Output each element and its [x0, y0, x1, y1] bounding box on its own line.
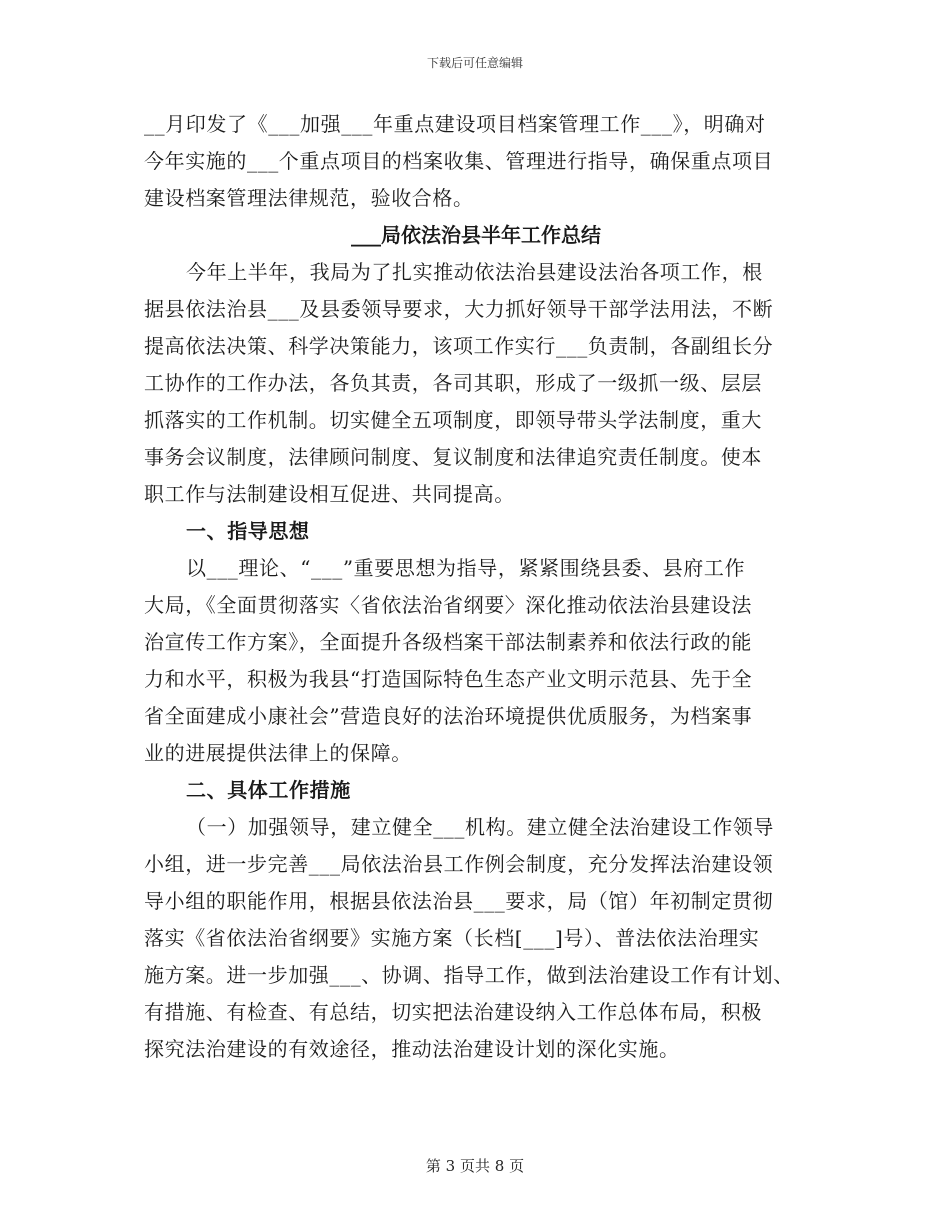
paragraph-line: 提高依法决策、科学决策能力，该项工作实行___负责制，各副组长分	[144, 334, 774, 358]
paragraph-line: 导小组的职能作用，根据县依法治县___要求，局（馆）年初制定贯彻	[144, 889, 774, 913]
paragraph-line: 探究法治建设的有效途径，推动法治建设计划的深化实施。	[144, 1037, 680, 1061]
paragraph-line: 小组，进一步完善___局依法治县工作例会制度，充分发挥法治建设领	[144, 852, 774, 876]
paragraph-line: 有措施、有检查、有总结，切实把法治建设纳入工作总体布局，积极	[144, 1000, 762, 1024]
paragraph-line: 力和水平，积极为我县“打造国际特色生态产业文明示范县、先于全	[144, 667, 753, 691]
paragraph-line: 施方案。进一步加强___、协调、指导工作，做到法治建设工作有计划、	[144, 963, 794, 987]
paragraph-first-line: 以___理论、“___”重要思想为指导，紧紧围绕县委、县府工作	[186, 556, 746, 580]
paragraph-line: __月印发了《___加强___年重点建设项目档案管理工作___》，明确对	[144, 112, 766, 136]
paragraph-line: 大局，《全面贯彻落实〈省依法治省纲要〉深化推动依法治县建设法	[144, 593, 752, 617]
section-heading: 二、具体工作措施	[186, 778, 351, 802]
document-title: ___局依法治县半年工作总结	[351, 223, 601, 247]
paragraph-line: 今年实施的___个重点项目的档案收集、管理进行指导，确保重点项目	[144, 149, 774, 173]
paragraph-first-line: 今年上半年，我局为了扎实推动依法治县建设法治各项工作，根	[186, 260, 763, 284]
paragraph-line: 建设档案管理法律规范，验收合格。	[144, 186, 474, 210]
paragraph-line: 业的进展提供法律上的保障。	[144, 741, 412, 765]
section-heading: 一、指导思想	[186, 519, 310, 543]
paragraph-line: 工协作的工作办法，各负其责，各司其职，形成了一级抓一级、层层	[144, 371, 762, 395]
paragraph-line: 职工作与法制建设相互促进、共同提高。	[144, 482, 515, 506]
paragraph-line: 落实《省依法治省纲要》实施方案（长档[___]号）、普法依法治理实	[144, 926, 760, 950]
page-header: 下载后可任意编辑	[426, 56, 523, 70]
paragraph-line: 抓落实的工作机制。切实健全五项制度，即领导带头学法制度，重大	[144, 408, 762, 432]
paragraph-line: 事务会议制度，法律顾问制度、复议制度和法律追究责任制度。使本	[144, 445, 762, 469]
paragraph-first-line: （一）加强领导，建立健全___机构。建立健全法治建设工作领导	[186, 815, 774, 839]
page-footer: 第 3 页共 8 页	[425, 1157, 525, 1175]
paragraph-line: 据县依法治县___及县委领导要求，大力抓好领导干部学法用法，不断	[144, 297, 774, 321]
paragraph-line: 省全面建成小康社会”营造良好的法治环境提供优质服务，为档案事	[144, 704, 753, 728]
paragraph-line: 治宣传工作方案》，全面提升各级档案干部法制素养和依法行政的能	[144, 630, 752, 654]
document-body	[144, 106, 808, 1068]
